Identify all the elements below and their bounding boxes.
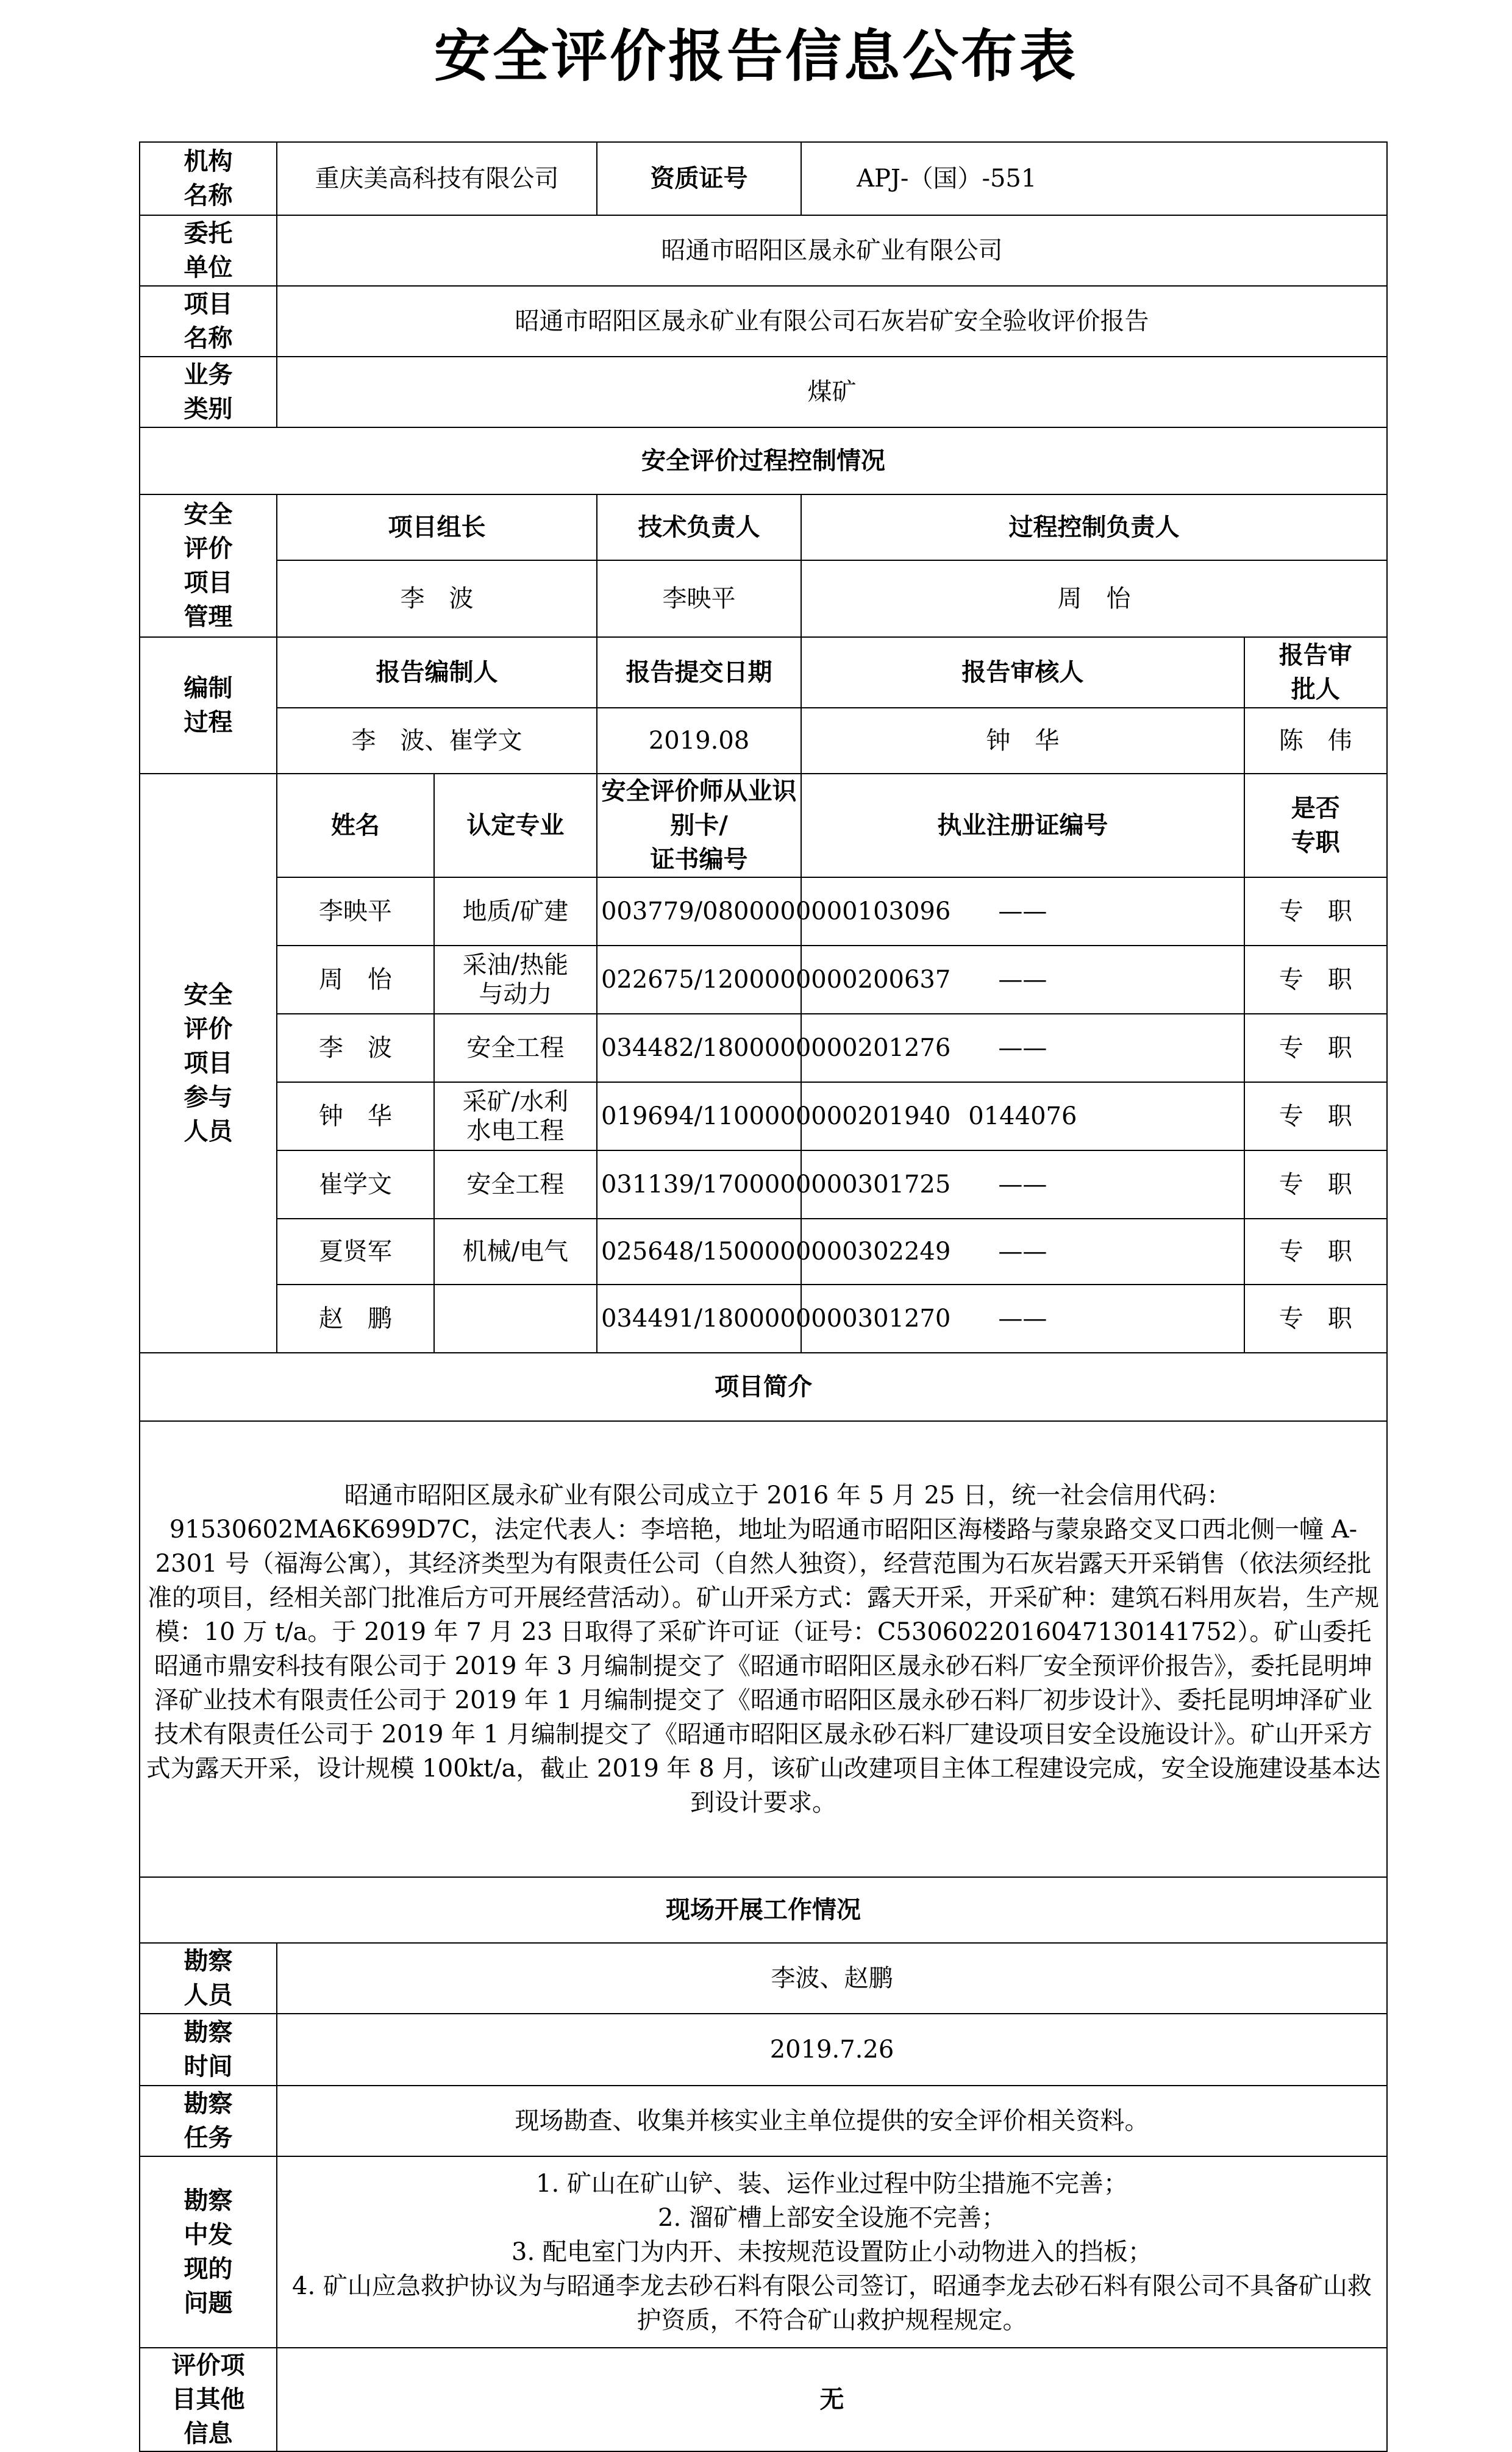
project-name: 昭通市昭阳区晟永矿业有限公司石灰岩矿安全验收评价报告 (277, 286, 1387, 357)
participant-reg: —— (801, 1285, 1244, 1353)
participant-cert: 022675/1200000000200637 (597, 946, 801, 1014)
participant-cert: 031139/1700000000301725 (597, 1150, 801, 1219)
cert-value: APJ-（国）-551 (801, 142, 1387, 215)
participant-name: 赵 鹏 (277, 1285, 434, 1353)
participant-cert: 034491/1800000000301270 (597, 1285, 801, 1353)
participant-fulltime: 专 职 (1244, 1082, 1387, 1150)
participant-fulltime: 专 职 (1244, 1014, 1387, 1082)
survey-people-label: 勘察 人员 (140, 1943, 277, 2014)
compiler-value: 李 波、崔学文 (277, 708, 597, 774)
major-header: 认定专业 (434, 774, 597, 877)
intro-text-cell (140, 1421, 1387, 1877)
management-value-row (140, 560, 1387, 637)
business-label: 业务 类别 (140, 357, 277, 427)
participant-name: 周 怡 (277, 946, 434, 1014)
participant-name: 钟 华 (277, 1082, 434, 1150)
approver-value: 陈 伟 (1244, 708, 1387, 774)
participant-name: 李映平 (277, 877, 434, 946)
list-item: 1. 矿山在矿山铲、装、运作业过程中防尘措施不完善； (536, 2170, 1128, 2198)
list-item: 4. 矿山应急救护协议为与昭通李龙去砂石料有限公司签订，昭通李龙去砂石料有限公司不具备矿山救护资质，不符合矿山救护规程规定。 (292, 2272, 1372, 2334)
survey-people-row (140, 1943, 1387, 2014)
survey-task-row (140, 2086, 1387, 2156)
participant-name: 夏贤军 (277, 1219, 434, 1285)
table-row (140, 1082, 1387, 1150)
reviewer-header: 报告审核人 (801, 637, 1244, 708)
tech-lead-header: 技术负责人 (597, 494, 801, 560)
process-section-row (140, 427, 1387, 494)
survey-task-label: 勘察 任务 (140, 2086, 277, 2156)
table-row (140, 1285, 1387, 1353)
leader-header: 项目组长 (277, 494, 597, 560)
page-title: 安全评价报告信息公布表 (433, 24, 1078, 89)
management-label: 安全 评价 项目 管理 (140, 494, 277, 637)
survey-task-value: 现场勘查、收集并核实业主单位提供的安全评价相关资料。 (277, 2086, 1387, 2156)
compiler-header: 报告编制人 (277, 637, 597, 708)
survey-issues-label: 勘察 中发 现的 问题 (140, 2156, 277, 2348)
compile-header-row (140, 637, 1387, 708)
fulltime-header: 是否 专职 (1244, 774, 1387, 877)
compile-value-row (140, 708, 1387, 774)
cert-number-header: 安全评价师从业识别卡/ 证书编号 (597, 774, 801, 877)
project-row (140, 286, 1387, 357)
participant-reg: —— (801, 1219, 1244, 1285)
table-row (140, 946, 1387, 1014)
participant-major: 地质/矿建 (434, 877, 597, 946)
cert-label: 资质证号 (597, 142, 801, 215)
survey-time-value: 2019.7.26 (277, 2014, 1387, 2086)
reviewer-value: 钟 华 (801, 708, 1244, 774)
participant-major: 采油/热能 与动力 (434, 946, 597, 1014)
client-row (140, 215, 1387, 286)
name-header: 姓名 (277, 774, 434, 877)
process-lead-value: 周 怡 (801, 560, 1387, 637)
list-item: 3. 配电室门为内开、未按规范设置防止小动物进入的挡板； (512, 2238, 1152, 2266)
list-item: 2. 溜矿槽上部安全设施不完善； (658, 2204, 1006, 2232)
survey-issues-row (140, 2156, 1387, 2348)
other-info-row (140, 2348, 1387, 2451)
participants-label: 安全 评价 项目 参与 人员 (140, 774, 277, 1353)
participant-name: 李 波 (277, 1014, 434, 1082)
table-row (140, 1150, 1387, 1219)
approver-header: 报告审 批人 (1244, 637, 1387, 708)
business-value: 煤矿 (277, 357, 1387, 427)
survey-time-label: 勘察 时间 (140, 2014, 277, 2086)
org-row (140, 142, 1387, 215)
participants-header-row (140, 774, 1387, 877)
management-header-row (140, 494, 1387, 560)
participant-name: 崔学文 (277, 1150, 434, 1219)
client-name: 昭通市昭阳区晟永矿业有限公司 (277, 215, 1387, 286)
intro-row (140, 1421, 1387, 1877)
field-section-row (140, 1877, 1387, 1943)
participant-reg: —— (801, 877, 1244, 946)
other-info-value: 无 (277, 2348, 1387, 2451)
participant-fulltime: 专 职 (1244, 877, 1387, 946)
business-row (140, 357, 1387, 427)
process-lead-header: 过程控制负责人 (801, 494, 1387, 560)
participant-major: 安全工程 (434, 1150, 597, 1219)
participant-reg: —— (801, 1150, 1244, 1219)
participant-cert: 003779/0800000000103096 (597, 877, 801, 946)
intro-section-row (140, 1353, 1387, 1421)
table-row (140, 1014, 1387, 1082)
submit-date-value: 2019.08 (597, 708, 801, 774)
participant-fulltime: 专 职 (1244, 1285, 1387, 1353)
participant-fulltime: 专 职 (1244, 1219, 1387, 1285)
survey-time-row (140, 2014, 1387, 2086)
process-section-heading: 安全评价过程控制情况 (140, 427, 1387, 494)
intro-section-heading: 项目简介 (140, 1353, 1387, 1421)
org-name: 重庆美高科技有限公司 (277, 142, 597, 215)
participant-major: 采矿/水利 水电工程 (434, 1082, 597, 1150)
participant-cert: 019694/1100000000201940 (597, 1082, 801, 1150)
intro-text: 昭通市昭阳区晟永矿业有限公司成立于 2016 年 5 月 25 日，统一社会信用代码：91530602MA6K699D7C，法定代表人：李培艳，地址为昭通市昭阳区海楼路与蒙泉路交叉口西北侧一幢 A-2301 号（福海公寓），其经济类型为有限责任公司（自然人独资），经营范围为石灰岩露天开采销售（依法须经批准的项目，经相关部门批准后方可开展经营活动）。矿山开采方式：露天开采，开采矿种：建筑石料用灰岩，生产规模：10 万 t/a。于 2019 年 7 月 23 日取得了采矿许可证（证号：C5306022016047130141752）。矿山委托昭通市鼎安科技有限公司于 2019 年 3 月编制提交了《昭通市昭阳区晟永砂石料厂安全预评价报告》，委托昆明坤泽矿业技术有限责任公司于 2019 年 1 月编制提交了《昭通市昭阳区晟永砂石料厂初步设计》、委托昆明坤泽矿业技术有限责任公司于 2019 年 1 月编制提交了《昭通市昭阳区晟永砂石料厂建设项目安全设施设计》。矿山开采方式为露天开采，设计规模 100kt/a，截止 2019 年 8 月，该矿山改建项目主体工程建设完成，安全设施建设基本达到设计要求。 (146, 1481, 1381, 1817)
participant-major: 机械/电气 (434, 1219, 597, 1285)
org-label: 机构 名称 (140, 142, 277, 215)
survey-people-value: 李波、赵鹏 (277, 1943, 1387, 2014)
table-row (140, 1219, 1387, 1285)
participant-cert: 034482/1800000000201276 (597, 1014, 801, 1082)
participant-fulltime: 专 职 (1244, 946, 1387, 1014)
participant-reg: —— (801, 946, 1244, 1014)
participant-cert: 025648/1500000000302249 (597, 1219, 801, 1285)
other-info-label: 评价项 目其他 信息 (140, 2348, 277, 2451)
client-label: 委托 单位 (140, 215, 277, 286)
survey-issues-list (277, 2156, 1387, 2348)
participant-major: 安全工程 (434, 1014, 597, 1082)
compile-label: 编制 过程 (140, 637, 277, 774)
leader-value: 李 波 (277, 560, 597, 637)
participant-fulltime: 专 职 (1244, 1150, 1387, 1219)
field-section-heading: 现场开展工作情况 (140, 1877, 1387, 1943)
participant-reg: 0144076 (801, 1082, 1244, 1150)
participant-major (434, 1285, 597, 1353)
info-table (139, 141, 1388, 2452)
submit-date-header: 报告提交日期 (597, 637, 801, 708)
tech-lead-value: 李映平 (597, 560, 801, 637)
table-row (140, 877, 1387, 946)
reg-number-header: 执业注册证编号 (801, 774, 1244, 877)
project-label: 项目 名称 (140, 286, 277, 357)
participant-reg: —— (801, 1014, 1244, 1082)
